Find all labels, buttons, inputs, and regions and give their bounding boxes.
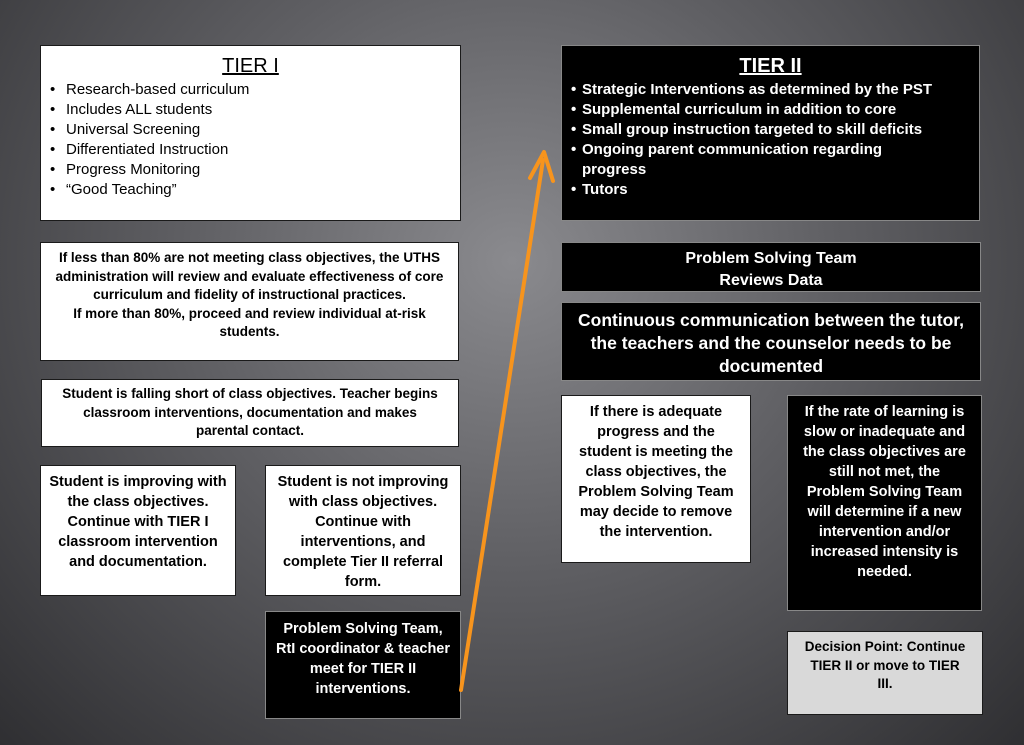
tier1-item: • Includes ALL students <box>41 100 460 120</box>
threshold-box <box>40 242 459 361</box>
threshold-text-a: If less than 80% are not meeting class objectives, the UTHS administration will review and evaluate effectiveness of core curriculum and fidelity of instructional practices. <box>55 250 444 302</box>
tier2-item: • Supplemental curriculum in addition to core <box>562 100 979 120</box>
tier2-box <box>561 45 980 221</box>
arrow-head <box>530 152 553 181</box>
decision-box <box>787 631 983 715</box>
threshold-text-b: If more than 80%, proceed and review individual at-risk students. <box>73 305 426 339</box>
tier2-item: • Small group instruction targeted to skill deficits <box>562 120 979 140</box>
pst-reviews-line1: Problem Solving Team <box>685 250 857 267</box>
decision-text: Decision Point: Continue TIER II or move to TIER III. <box>804 639 966 691</box>
pst-reviews-box <box>561 242 981 292</box>
adequate-box <box>561 395 751 563</box>
adequate-text: If there is adequate progress and the student is meeting the class objectives, the Problem Solving Team may decide to remove the intervention. <box>578 404 734 540</box>
communication-box <box>561 302 981 381</box>
communication-text: Continuous communication between the tutor, the teachers and the counselor needs to be documented <box>578 310 964 376</box>
tier2-list <box>562 80 979 200</box>
inadequate-box <box>787 395 982 611</box>
falling-short-text: Student is falling short of class objectives. Teacher begins classroom interventions, documentation and makes parental contact. <box>62 386 438 438</box>
improving-box <box>40 465 236 596</box>
tier2-item: • Ongoing parent communication regarding progress <box>562 140 979 180</box>
tier1-item: • Progress Monitoring <box>41 160 460 180</box>
tier1-title: TIER I <box>222 55 279 77</box>
inadequate-text: If the rate of learning is slow or inadequate and the class objectives are still not met, the Problem Solving Team will determine if a new intervention and/or increased intensity is needed. <box>803 404 966 580</box>
tier1-item: • Differentiated Instruction <box>41 140 460 160</box>
tier1-list <box>41 80 460 200</box>
pst-meet-text: Problem Solving Team, RtI coordinator & teacher meet for TIER II interventions. <box>275 621 451 697</box>
tier1-item: • Research-based curriculum <box>41 80 460 100</box>
falling-short-box <box>41 379 459 447</box>
tier1-item: • “Good Teaching” <box>41 180 460 200</box>
pst-reviews-line2: Reviews Data <box>719 272 823 289</box>
not-improving-text: Student is not improving with class objectives. Continue with interventions, and complete Tier II referral form. <box>277 474 449 590</box>
not-improving-box <box>265 465 461 596</box>
tier2-item: • Tutors <box>562 180 979 200</box>
tier2-title: TIER II <box>739 55 802 77</box>
tier2-item: • Strategic Interventions as determined by the PST <box>562 80 979 100</box>
improving-text: Student is improving with the class objectives. Continue with TIER I classroom intervention and documentation. <box>49 474 227 570</box>
tier1-item: • Universal Screening <box>41 120 460 140</box>
pst-meet-box <box>265 611 461 719</box>
arrow-line <box>461 160 543 690</box>
tier1-box <box>40 45 461 221</box>
